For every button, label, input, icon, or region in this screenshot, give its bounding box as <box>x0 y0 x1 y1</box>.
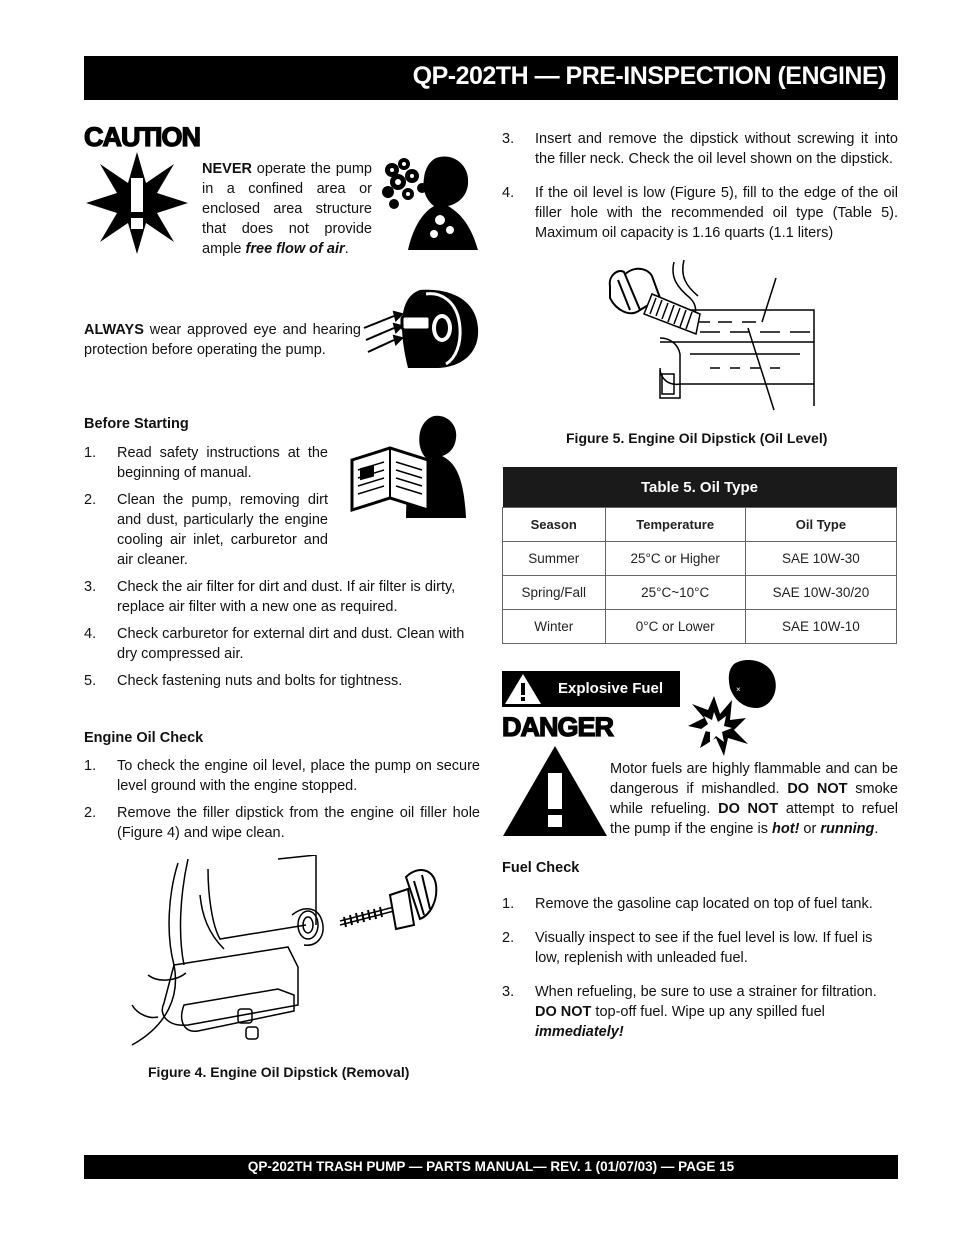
danger-triangle-icon <box>502 745 608 837</box>
list-item: 5. Check fastening nuts and bolts for tightness. <box>84 673 403 689</box>
before-starting-list-b <box>84 577 480 698</box>
list-item: 2. Remove the filler dipstick from the engine oil filler hole (Figure 4) and wipe clean. <box>84 805 480 841</box>
list-item: 2. Visually inspect to see if the fuel level is low. If fuel is low, replenish with unleaded fuel. <box>502 930 873 966</box>
list-item: 4. Check carburetor for external dirt and dust. Clean with dry compressed air. <box>84 626 465 662</box>
page-footer: QP-202TH TRASH PUMP — PARTS MANUAL— REV. 1 (01/07/03) — PAGE 15 <box>84 1155 898 1179</box>
fuel-explosion-icon <box>684 656 780 760</box>
table-row <box>503 542 897 576</box>
list-item: 3. Check the air filter for dirt and dust. If air filter is dirty, replace air filter with a new one as required. <box>84 579 456 615</box>
table-header-cell: Oil Type <box>745 508 896 542</box>
list-item: 2. Clean the pump, removing dirt and dust, particularly the engine cooling air inlet, carburetor and air cleaner. <box>84 492 328 568</box>
eye-ear-protection-icon <box>362 288 482 370</box>
warning-triangle-icon <box>504 673 542 705</box>
engine-oil-check-heading: Engine Oil Check <box>84 730 204 746</box>
table-cell: 25°C~10°C <box>605 576 745 610</box>
table-header-cell: Season <box>503 508 606 542</box>
list-item: 1. Read safety instructions at the beginning of manual. <box>84 445 328 481</box>
list-item: 3. Insert and remove the dipstick without screwing it into the filler neck. Check the oil level shown on the dipstick. <box>502 131 898 167</box>
table-cell: Summer <box>503 542 606 576</box>
svg-text:×: × <box>736 685 741 694</box>
figure-5-caption: Figure 5. Engine Oil Dipstick (Oil Level) <box>566 430 828 446</box>
figure-5-oil-level-illustration <box>600 258 820 412</box>
oil-type-table <box>502 467 897 644</box>
list-item: 3. When refueling, be sure to use a strainer for filtration. DO NOT top-off fuel. Wipe up any spilled fuel immediately! <box>502 984 877 1040</box>
before-starting-heading: Before Starting <box>84 416 189 432</box>
danger-label: DANGER <box>502 712 614 742</box>
figure-4-dipstick-removal-illustration <box>128 855 440 1055</box>
figure-4-caption: Figure 4. Engine Oil Dipstick (Removal) <box>148 1064 410 1080</box>
fumes-person-icon <box>378 150 482 254</box>
table-title: Table 5. Oil Type <box>503 467 897 508</box>
reading-manual-icon <box>346 414 476 518</box>
caution-never-text: NEVER operate the pump in a confined area or enclosed area structure that does not provide ample free flow of air. <box>202 161 372 257</box>
table-cell: SAE 10W-30 <box>745 542 896 576</box>
table-cell: 25°C or Higher <box>605 542 745 576</box>
fuel-check-heading: Fuel Check <box>502 860 580 876</box>
list-item: 4. If the oil level is low (Figure 5), fill to the edge of the oil filler hole with the recommended oil type (Table 5). Maximum oil capacity is 1.16 quarts (1.1 liters) <box>502 185 898 241</box>
table-cell: Winter <box>503 610 606 644</box>
table-row <box>503 576 897 610</box>
danger-text: Motor fuels are highly flammable and can be dangerous if mishandled. DO NOT smoke while refueling. DO NOT attempt to refuel the pump if the engine is hot! or running. <box>610 761 899 837</box>
caution-burst-icon <box>84 150 190 256</box>
list-item: 1. To check the engine oil level, place the pump on secure level ground with the engine stopped. <box>84 758 480 794</box>
explosive-fuel-bar <box>502 671 680 707</box>
page-header <box>84 56 898 100</box>
engine-oil-check-list-b <box>502 129 898 250</box>
table-cell: 0°C or Lower <box>605 610 745 644</box>
list-item: 1. Remove the gasoline cap located on top of fuel tank. <box>502 896 873 912</box>
table-header-row <box>503 508 897 542</box>
table-header-cell: Temperature <box>605 508 745 542</box>
table-cell: Spring/Fall <box>503 576 606 610</box>
engine-oil-check-list-a <box>84 756 480 850</box>
fuel-check-list <box>502 894 898 1049</box>
table-cell: SAE 10W-30/20 <box>745 576 896 610</box>
explosive-fuel-label: Explosive Fuel <box>558 680 664 697</box>
table-row <box>503 610 897 644</box>
page-title: QP-202TH — PRE-INSPECTION (ENGINE) <box>412 62 886 90</box>
caution-always-text: ALWAYS wear approved eye and hearing protection before operating the pump. <box>84 322 361 358</box>
table-cell: SAE 10W-10 <box>745 610 896 644</box>
caution-label: CAUTION <box>84 122 200 152</box>
before-starting-list-a <box>84 443 328 577</box>
